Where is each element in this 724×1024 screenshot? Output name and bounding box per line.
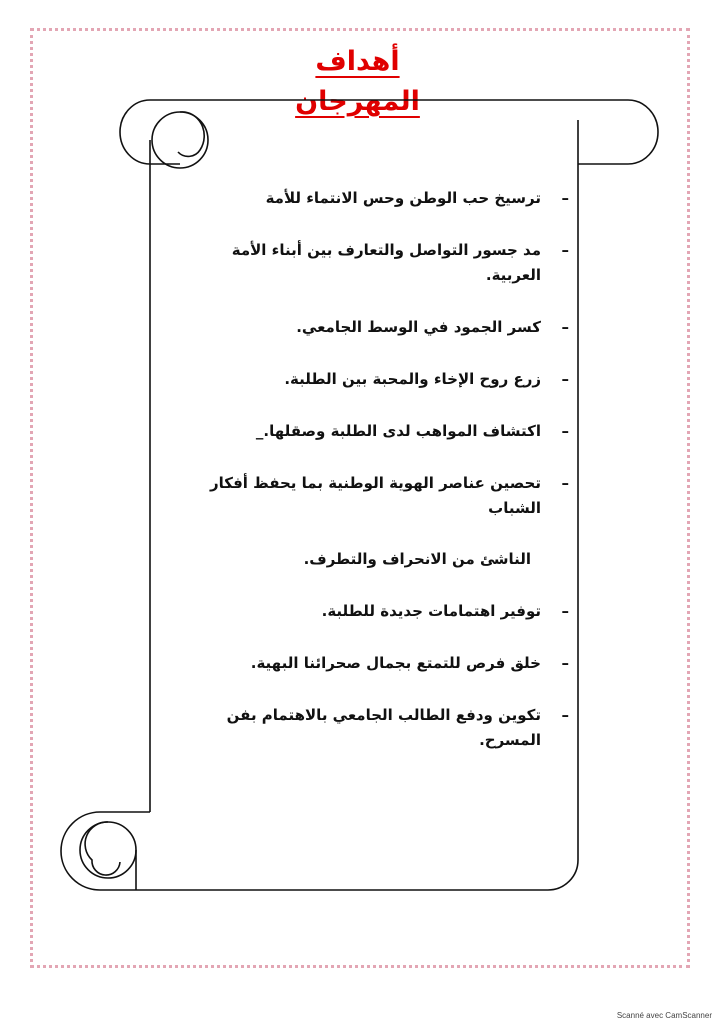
item-text: كسر الجمود في الوسط الجامعي.	[296, 318, 541, 336]
bullet-dash: –	[561, 706, 569, 724]
list-item	[175, 238, 575, 288]
list-item	[175, 599, 575, 624]
item-text: زرع روح الإخاء والمحبة بين الطلبة.	[284, 370, 541, 388]
bullet-dash: –	[561, 474, 569, 492]
bullet-dash: –	[561, 241, 569, 259]
item-text: مد جسور التواصل والتعارف بين أبناء الأمة العربية.	[231, 241, 541, 284]
list-item	[175, 703, 575, 753]
goals-list	[175, 186, 575, 780]
list-item	[175, 315, 575, 340]
list-item	[175, 419, 575, 444]
item-text: تحصين عناصر الهوية الوطنية بما يحفظ أفكار الشباب	[209, 474, 541, 517]
bullet-dash: –	[561, 189, 569, 207]
item-text: خلق فرص للتمتع بجمال صحرائنا البهية.	[250, 654, 541, 672]
item-text: تكوين ودفع الطالب الجامعي بالاهتمام بفن المسرح.	[226, 706, 541, 749]
bullet-dash: –	[561, 422, 569, 440]
bullet-dash: –	[561, 654, 569, 672]
bullet-dash: –	[561, 602, 569, 620]
item-text-continuation: الناشئ من الانحراف والتطرف.	[303, 550, 531, 568]
list-item	[175, 186, 575, 211]
list-item	[175, 367, 575, 392]
page-title: أهداف المهرجان	[295, 46, 420, 117]
bullet-dash: –	[561, 370, 569, 388]
item-text: توفير اهتمامات جديدة للطلبة.	[321, 602, 541, 620]
item-text: اكتشاف المواهب لدى الطلبة وصقلها._	[255, 422, 541, 440]
list-item	[175, 651, 575, 676]
bullet-dash: –	[561, 318, 569, 336]
list-item	[175, 471, 575, 572]
scanner-watermark: Scanné avec CamScanner	[616, 1011, 712, 1020]
item-text: ترسيخ حب الوطن وحس الانتماء للأمة	[265, 189, 541, 207]
